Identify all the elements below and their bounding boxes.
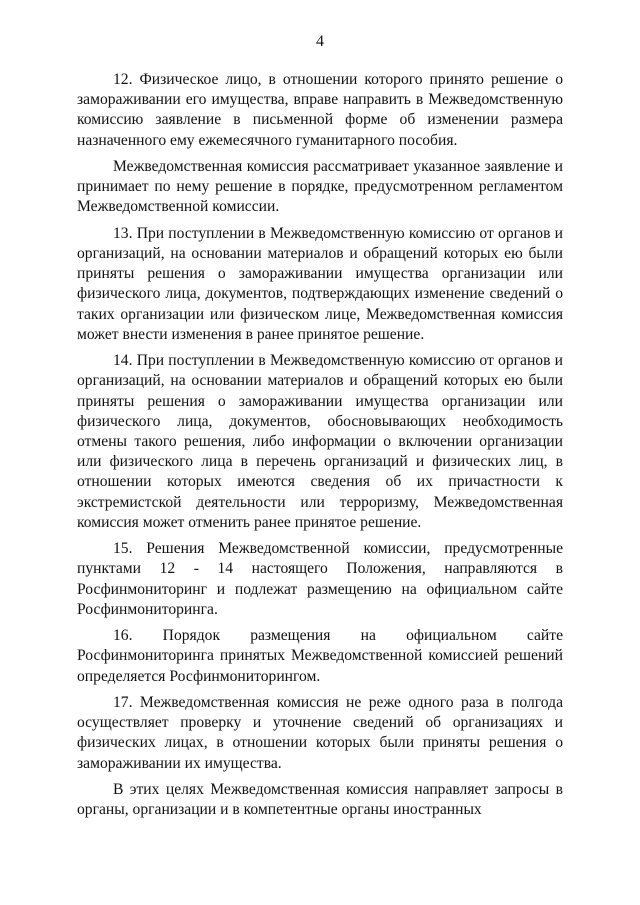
document-body <box>77 70 563 827</box>
paragraph-13: 13. При поступлении в Межведомственную комиссию от органов и организаций, на основании материалов и обращений которых ею были приняты решения о замораживании имущества организации или физического лица, документов, подтверждающих изменение сведений о таких организации или физическом лице, Межведомственная комиссия может внести изменения в ранее принятое решение. <box>77 224 563 343</box>
paragraph-12-continuation: Межведомственная комиссия рассматривает указанное заявление и принимает по нему решение в порядке, предусмотренном регламентом Межведомственной комиссии. <box>77 158 563 216</box>
page-number: 4 <box>316 33 324 50</box>
paragraph-16: 16. Порядок размещения на официальном сайте Росфинмониторинга принятых Межведомственной комиссией решений определяется Росфинмониторингом. <box>77 627 563 685</box>
paragraph-17-continuation: В этих целях Межведомственная комиссия направляет запросы в органы, организации и в компетентные органы иностранных <box>77 781 563 819</box>
paragraph-17: 17. Межведомственная комиссия не реже одного раза в полгода осуществляет проверку и уточнение сведений об организациях и физических лицах, в отношении которых были приняты решения о замораживании их имущества. <box>77 694 563 772</box>
paragraph-15: 15. Решения Межведомственной комиссии, предусмотренные пунктами 12 - 14 настоящего Положения, направляются в Росфинмониторинг и подлежат размещению на официальном сайте Росфинмониторинга. <box>77 540 563 618</box>
paragraph-14: 14. При поступлении в Межведомственную комиссию от органов и организаций, на основании материалов и обращений которых ею были приняты решения о замораживании имущества организации или физического лица, документов, обосновывающих необходимость отмены такого решения, либо информации о включении организации или физического лица в перечень организаций и физических лиц, в отношении которых имеются сведения об их причастности к экстремистской деятельности или терроризму, Межведомственная комиссия может отменить ранее принятое решение. <box>77 352 563 531</box>
paragraph-12: 12. Физическое лицо, в отношении которого принято решение о замораживании его имущества, вправе направить в Межведомственную комиссию заявление в письменной форме об изменении размера назначенного ему ежемесячного гуманитарного пособия. <box>77 71 563 149</box>
